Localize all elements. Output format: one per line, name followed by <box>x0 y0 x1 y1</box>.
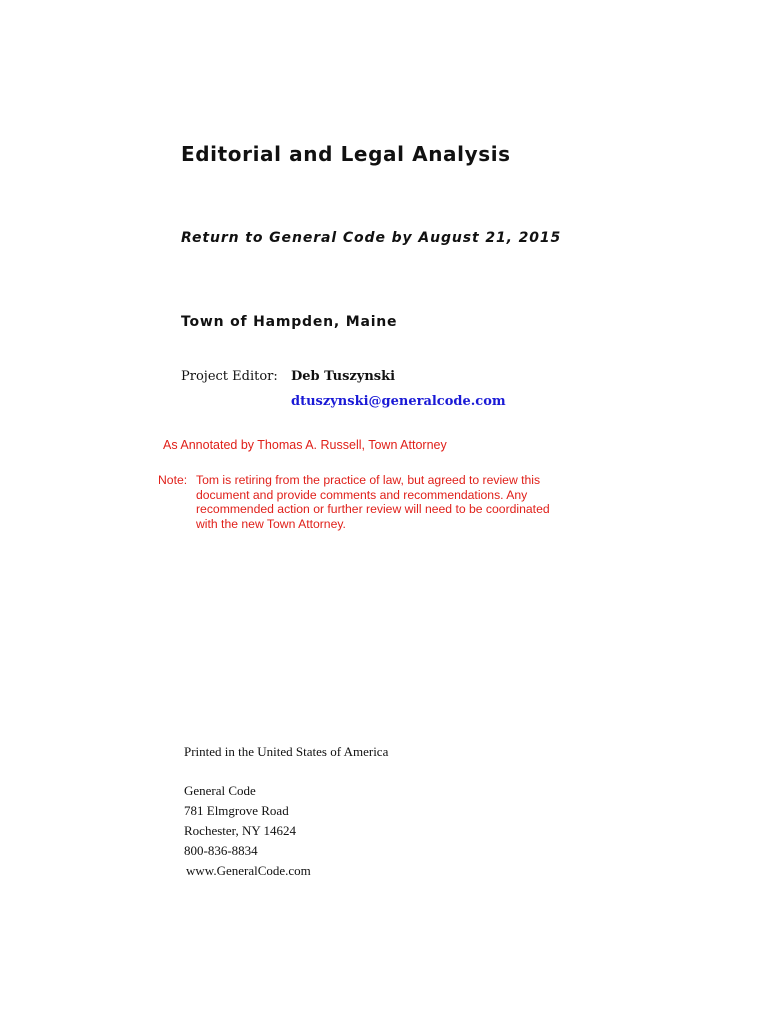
annotation-credit: As Annotated by Thomas A. Russell, Town Attorney <box>163 438 447 452</box>
project-editor-label: Project Editor: <box>181 369 278 384</box>
note-label: Note: <box>158 473 188 487</box>
publisher-footer <box>184 742 388 881</box>
publisher-name: General Code <box>184 783 256 798</box>
project-editor-name: Deb Tuszynski <box>291 369 396 384</box>
note-line: document and provide comments and recommendations. Any <box>196 487 528 502</box>
document-title: Editorial and Legal Analysis <box>181 142 511 166</box>
municipality-name: Town of Hampden, Maine <box>181 314 398 330</box>
publisher-website-link[interactable]: www.GeneralCode.com <box>186 863 311 878</box>
printed-in-notice: Printed in the United States of America <box>184 744 389 759</box>
note-line: recommended action or further review will need to be coordinated <box>196 502 550 517</box>
note-line: with the new Town Attorney. <box>196 517 346 532</box>
publisher-city: Rochester, NY 14624 <box>184 823 297 838</box>
note-line: Tom is retiring from the practice of law, but agreed to review this <box>196 473 541 487</box>
return-deadline: Return to General Code by August 21, 2015 <box>181 230 562 246</box>
project-editor-email-link[interactable]: dtuszynski@generalcode.com <box>291 394 506 409</box>
publisher-phone: 800-836-8834 <box>184 843 258 858</box>
publisher-street: 781 Elmgrove Road <box>184 803 289 818</box>
note-body <box>196 473 576 532</box>
